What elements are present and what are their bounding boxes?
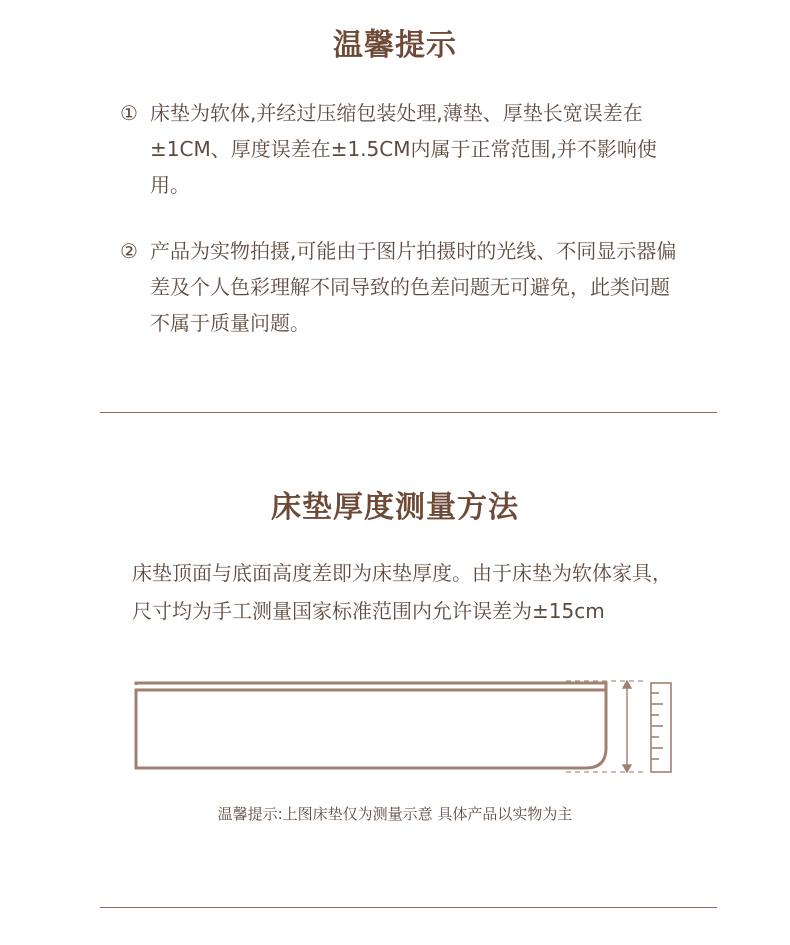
ruler-icon [651,683,671,772]
tip-number-1: ① [120,101,138,125]
section-divider-top [100,412,717,413]
tips-title: 温馨提示 [333,28,457,63]
tip-number-2: ② [120,239,138,263]
tip-text-2: 产品为实物拍摄,可能由于图片拍摄时的光线、不同显示器偏差及个人色彩理解不同导致的色差问题无可避免，此类问题不属于质量问题。 [150,239,677,335]
tip-item-1 [120,95,680,203]
diagram-caption: 温馨提示:上图床垫仅为测量示意 具体产品以实物为主 [217,805,573,823]
tip-item-2 [120,233,680,341]
measure-description: 床垫顶面与底面高度差即为床垫厚度。由于床垫为软体家具，尺寸均为手工测量国家标准范围内允许误差为±15cm [132,561,672,623]
tip-text-1: 床垫为软体,并经过压缩包装处理,薄垫、厚垫长宽误差在±1CM、厚度误差在±1.5CM内属于正常范围,并不影响使用。 [150,101,657,197]
mattress-measure-diagram [0,660,790,790]
mattress-illustration [136,683,606,768]
measure-title: 床垫厚度测量方法 [271,490,519,525]
height-arrow-icon [623,681,631,772]
section-divider-bottom [100,907,717,908]
